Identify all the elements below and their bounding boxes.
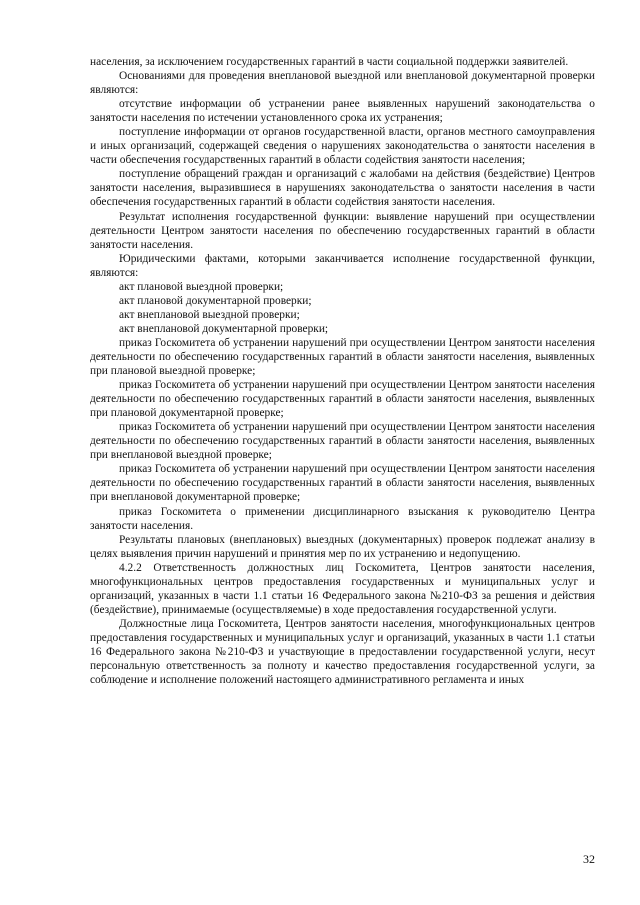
paragraph-responsibility: Должностные лица Госкомитета, Центров занятости населения, многофункциональных центров предоставления государственных и муниципальных услуг и организаций, указанных в части 1.1 статьи 16 Федерального закона №210-ФЗ и участвующие в предоставлении государственной услуги, несут персональную ответственность за полноту и качество предоставления государственной услуги, за соблюдение и исполнение положений настоящего административного регламента и иных — [90, 617, 595, 687]
list-item-act: акт внеплановой документарной проверки; — [119, 322, 329, 335]
paragraph-ground-2: поступление информации от органов государственной власти, органов местного самоуправления и иных организаций, содержащей сведения о нарушениях законодательства о занятости населения в части обеспечения государственных гарантий в области содействия занятости населения; — [90, 126, 595, 167]
document-body — [90, 55, 595, 687]
paragraph-continuation: населения, за исключением государственных гарантий в части социальной поддержки заявителей. — [90, 56, 569, 68]
paragraph-ground-3: поступление обращений граждан и организаций с жалобами на действия (бездействие) Центров занятости населения, выразившиеся в нарушениях законодательства о занятости населения в части обеспечения государственных гарантий в области содействия занятости населения. — [90, 168, 595, 209]
paragraph-grounds-intro: Основаниями для проведения внеплановой выездной или внеплановой документарной проверки являются: — [90, 70, 595, 97]
section-heading-4-2-2: 4.2.2 Ответственность должностных лиц Госкомитета, Центров занятости населения, многофункциональных центров предоставления государственных и муниципальных услуг и организаций, указанных в части 1.1 статьи 16 Федерального закона №210-ФЗ за решения и действия (бездействие), принимаемые (осуществляемые) в ходе предоставления государственной услуги. — [90, 561, 595, 616]
paragraph-ground-1: отсутствие информации об устранении ранее выявленных нарушений законодательства о занятости населения по истечении установленного срока их устранения; — [90, 98, 595, 125]
list-item-act: акт плановой документарной проверки; — [119, 294, 312, 307]
list-item-order: приказ Госкомитета об устранении нарушений при осуществлении Центром занятости населения деятельности по обеспечению государственных гарантий в области занятости населения, выявленных при внеплановой выездной проверке; — [90, 421, 595, 462]
list-item-order: приказ Госкомитета об устранении нарушений при осуществлении Центром занятости населения деятельности по обеспечению государственных гарантий в области занятости населения, выявленных при внеплановой документарной проверке; — [90, 463, 595, 504]
list-item-act: акт плановой выездной проверки; — [119, 280, 284, 293]
list-item-act: акт внеплановой выездной проверки; — [119, 308, 300, 321]
paragraph-result: Результат исполнения государственной функции: выявление нарушений при осуществлении деятельности Центром занятости населения по обеспечению государственных гарантий в области занятости населения. — [90, 210, 595, 251]
page-number: 32 — [583, 852, 595, 866]
list-item-order: приказ Госкомитета об устранении нарушений при осуществлении Центром занятости населения деятельности по обеспечению государственных гарантий в области занятости населения, выявленных при плановой документарной проверке; — [90, 379, 595, 420]
list-item-order: приказ Госкомитета о применении дисциплинарного взыскания к руководителю Центра занятости населения. — [90, 505, 595, 532]
paragraph-analysis: Результаты плановых (внеплановых) выездных (документарных) проверок подлежат анализу в целях выявления причин нарушений и принятия мер по их устранению и недопущению. — [90, 533, 595, 560]
list-item-order: приказ Госкомитета об устранении нарушений при осуществлении Центром занятости населения деятельности по обеспечению государственных гарантий в области занятости населения, выявленных при плановой выездной проверке; — [90, 336, 595, 378]
paragraph-legal-facts: Юридическими фактами, которыми заканчивается исполнение государственной функции, являются: — [90, 252, 595, 279]
